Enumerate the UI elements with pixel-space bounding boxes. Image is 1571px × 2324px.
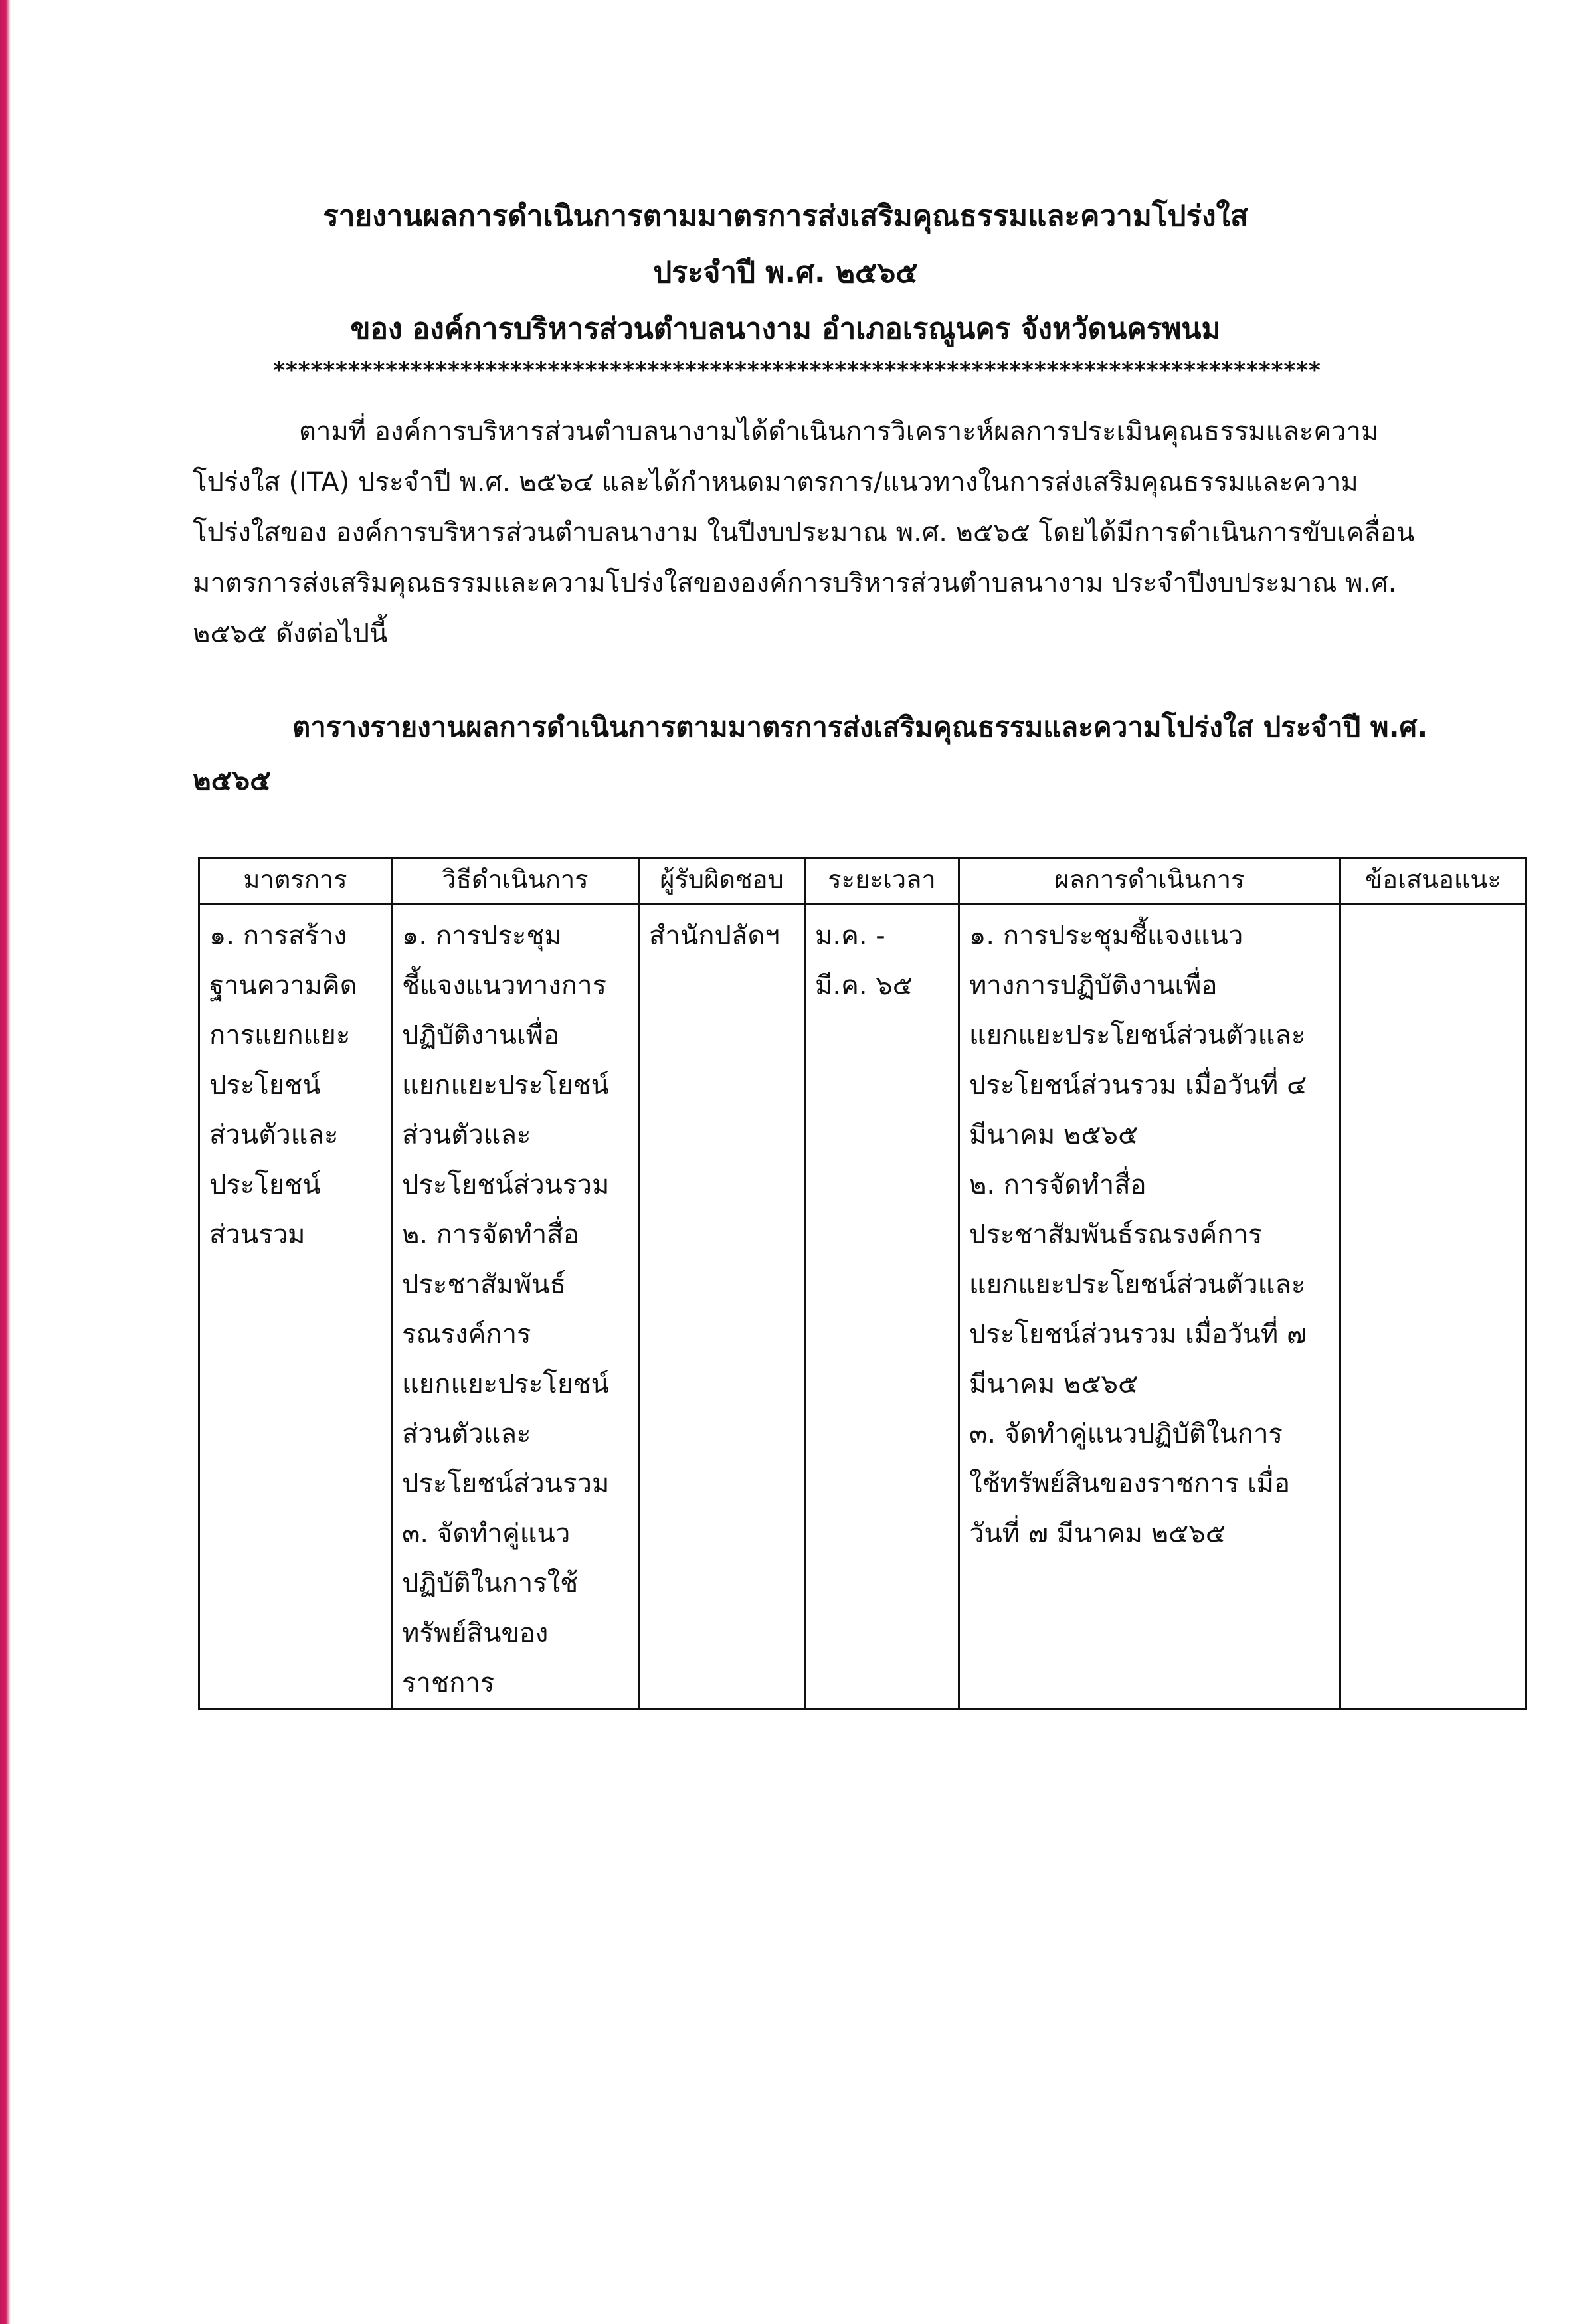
cell-period [805, 904, 959, 1710]
cell-text-line: ประโยชน์ส่วนรวม [402, 1170, 610, 1200]
cell-text-line: ปฏิบัติในการใช้ [402, 1568, 579, 1599]
cell-text-line: มีนาคม ๒๕๖๕ [969, 1369, 1139, 1399]
cell-text-line: ประโยชน์ [209, 1070, 321, 1101]
cell-result [959, 904, 1340, 1710]
cell-text-line: แยกแยะประโยชน์ [402, 1070, 609, 1101]
cell-text-line: ม.ค. - [815, 921, 885, 951]
cell-text-line: ส่วนตัวและ [402, 1120, 531, 1150]
cell-text-line: ๑. การสร้าง [209, 921, 347, 951]
cell-text-line: ชี้แจงแนวทางการ [402, 970, 607, 1001]
table-header-row [199, 858, 1526, 904]
cell-text-line: ๒. การจัดทำสื่อ [969, 1170, 1147, 1200]
cell-text-line: ทางการปฏิบัติงานเพื่อ [969, 970, 1218, 1001]
header-responsible: ผู้รับผิดชอบ [639, 858, 805, 904]
cell-text-line: ทรัพย์สินของ [402, 1618, 549, 1649]
cell-text-line: ๑. การประชุม [402, 921, 562, 951]
intro-line: ตามที่ องค์การบริหารส่วนตำบลนางามได้ดำเนินการวิเคราะห์ผลการประเมินคุณธรรมและความ [299, 416, 1379, 447]
intro-line: มาตรการส่งเสริมคุณธรรมและความโปร่งใสขององค์การบริหารส่วนตำบลนางาม ประจำปีงบประมาณ พ.ศ. [193, 568, 1397, 598]
cell-text-line: ใช้ทรัพย์สินของราชการ เมื่อ [969, 1469, 1291, 1499]
separator-line: ************************************************************************************ [273, 357, 1321, 384]
report-title-line-2: ประจำปี พ.ศ. ๒๕๖๕ [653, 256, 918, 290]
cell-measure [199, 904, 392, 1710]
cell-text-line: ประโยชน์ส่วนรวม [402, 1469, 610, 1499]
intro-line: ๒๕๖๕ ดังต่อไปนี้ [193, 618, 388, 649]
table-caption-line: ตารางรายงานผลการดำเนินการตามมาตรการส่งเสริมคุณธรรมและความโปร่งใส ประจำปี พ.ศ. [292, 711, 1428, 743]
header-measure: มาตรการ [199, 858, 392, 904]
cell-text-line: สำนักปลัดฯ [649, 921, 780, 951]
cell-text-line: ๑. การประชุมชี้แจงแนว [969, 921, 1244, 951]
report-table [198, 857, 1527, 1710]
table-caption-line: ๒๕๖๕ [193, 764, 271, 796]
header-result: ผลการดำเนินการ [959, 858, 1340, 904]
cell-text-line: แยกแยะประโยชน์ส่วนตัวและ [969, 1020, 1306, 1051]
cell-text-line: แยกแยะประโยชน์ [402, 1369, 609, 1399]
cell-text-line: ประโยชน์ [209, 1170, 321, 1200]
header-period: ระยะเวลา [805, 858, 959, 904]
cell-text-line: วันที่ ๗ มีนาคม ๒๕๖๕ [969, 1518, 1226, 1549]
intro-line: โปร่งใส (ITA) ประจำปี พ.ศ. ๒๕๖๔ และได้กำหนดมาตรการ/แนวทางในการส่งเสริมคุณธรรมและความ [193, 467, 1358, 497]
cell-text-line: ปฏิบัติงานเพื่อ [402, 1020, 560, 1051]
cell-text-line: ราชการ [402, 1668, 495, 1698]
cell-text-line: มีนาคม ๒๕๖๕ [969, 1120, 1139, 1150]
report-title-line-3: ของ องค์การบริหารส่วนตำบลนางาม อำเภอเรณูนคร จังหวัดนครพนม [350, 312, 1221, 346]
header-suggestion: ข้อเสนอแนะ [1340, 858, 1526, 904]
cell-text-line: ประโยชน์ส่วนรวม เมื่อวันที่ ๗ [969, 1319, 1307, 1350]
cell-text-line: ประชาสัมพันธ์ [402, 1269, 566, 1300]
cell-text-line: การแยกแยะ [209, 1020, 351, 1051]
cell-text-line: ส่วนตัวและ [209, 1120, 339, 1150]
cell-text-line: แยกแยะประโยชน์ส่วนตัวและ [969, 1269, 1306, 1300]
cell-text-line: ส่วนตัวและ [402, 1419, 531, 1449]
header-method: วิธีดำเนินการ [392, 858, 639, 904]
report-title-line-1: รายงานผลการดำเนินการตามมาตรการส่งเสริมคุณธรรมและความโปร่งใส [323, 199, 1248, 233]
cell-text-line: ประโยชน์ส่วนรวม เมื่อวันที่ ๔ [969, 1070, 1307, 1101]
cell-text-line: ประชาสัมพันธ์รณรงค์การ [969, 1219, 1263, 1250]
cell-text-line: ๒. การจัดทำสื่อ [402, 1219, 579, 1250]
table-caption [193, 701, 1428, 807]
cell-text-line: ๓. จัดทำคู่แนวปฏิบัติในการ [969, 1419, 1283, 1449]
cell-responsible [639, 904, 805, 1710]
cell-text-line: ๓. จัดทำคู่แนว [402, 1518, 571, 1549]
intro-line: โปร่งใสของ องค์การบริหารส่วนตำบลนางาม ในปีงบประมาณ พ.ศ. ๒๕๖๕ โดยได้มีการดำเนินการขับเคลื่อน [193, 517, 1415, 548]
cell-method [392, 904, 639, 1710]
cell-text-line: รณรงค์การ [402, 1319, 531, 1350]
cell-text-line: ส่วนรวม [209, 1219, 306, 1250]
cell-text-line: ฐานความคิด [209, 970, 357, 1001]
cell-text-line: มี.ค. ๖๕ [815, 970, 913, 1001]
intro-paragraph [193, 406, 1415, 659]
table-row [199, 904, 1526, 1710]
cell-suggestion [1340, 904, 1526, 1710]
